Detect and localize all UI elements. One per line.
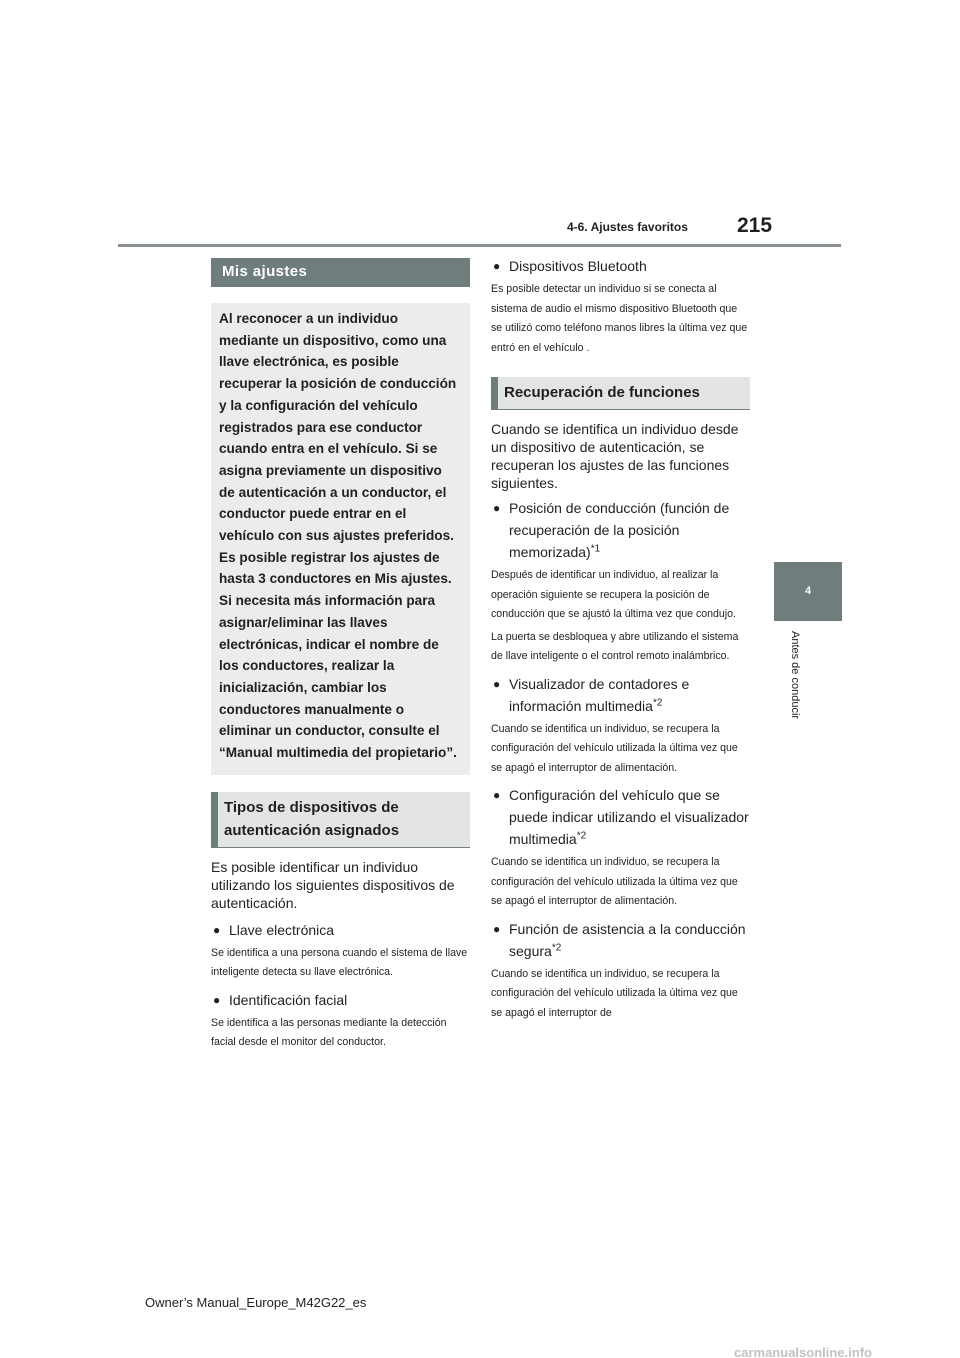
bullet-description: Es posible detectar un individuo si se conecta al sistema de audio el mismo dispositivo Bluetooth que se utilizó como teléfono manos libres la última vez que entró en el vehículo . <box>491 283 748 354</box>
heading-accent-bar <box>491 377 498 409</box>
bullet-title: Llave electrónica <box>229 921 335 938</box>
bullet-item <box>491 497 750 563</box>
section-title: 4-6. Ajustes favoritos <box>567 220 688 234</box>
bullet-description: Cuando se identifica un individuo, se recupera la configuración del vehículo utilizada la última vez que se apagó el interruptor de alimentación. <box>491 856 738 907</box>
chapter-title: Antes de conducir <box>789 631 801 720</box>
bullet-icon: ● <box>493 676 501 691</box>
heading-accent-bar <box>211 792 218 847</box>
page-number: 215 <box>737 214 773 237</box>
footnote-marker: *2 <box>551 941 562 953</box>
body-paragraph: Cuando se identifica un individuo desde un dispositivo de autenticación, se recuperan los ajustes de las funciones siguientes. <box>491 421 739 491</box>
bullet-description: Se identifica a una persona cuando el sistema de llave inteligente detecta su llave electrónica. <box>211 946 468 979</box>
bullet-description: La puerta se desbloquea y abre utilizando el sistema de llave inteligente o el control remoto inalámbrico. <box>491 630 739 662</box>
bullet-icon: ● <box>493 501 501 515</box>
bullet-item <box>491 255 750 277</box>
body-paragraph: Es posible identificar un individuo utilizando los siguientes dispositivos de autenticación. <box>211 858 455 911</box>
header-divider <box>118 244 841 247</box>
section-heading: Mis ajustes <box>211 258 470 287</box>
subsection-heading <box>491 377 750 410</box>
bullet-icon: ● <box>493 788 501 802</box>
bullet-item <box>491 784 750 850</box>
footnote-marker: *2 <box>576 830 587 842</box>
chapter-tab: 4 <box>774 562 842 621</box>
bullet-description: Cuando se identifica un individuo, se recupera la configuración del vehículo utilizada la última vez que se apagó el interruptor de alimentación. <box>491 722 738 774</box>
bullet-title: Dispositivos Bluetooth <box>509 258 647 274</box>
footnote-marker: *2 <box>652 696 663 708</box>
bullet-title: Visualizador de contadores e información multimedia <box>509 675 690 714</box>
bullet-icon: ● <box>493 259 501 273</box>
bullet-title: Posición de conducción (función de recuperación de la posición memorizada) <box>509 500 730 560</box>
bullet-item <box>211 919 470 941</box>
bullet-title: Función de asistencia a la conducción segura <box>509 920 746 959</box>
bullet-title: Configuración del vehículo que se puede indicar utilizando el visualizador multimedia <box>509 787 749 847</box>
bullet-description: Cuando se identifica un individuo, se recupera la configuración del vehículo utilizada la última vez que se apagó el interruptor de <box>491 967 738 1019</box>
bullet-icon: ● <box>213 992 221 1007</box>
bullet-description: Después de identificar un individuo, al realizar la operación siguiente se recupera la posición de conducción que se ajustó la última vez que condujo. <box>491 569 736 620</box>
bullet-item <box>211 989 470 1011</box>
left-column <box>211 258 470 1053</box>
footnote-marker: *1 <box>590 543 601 555</box>
bullet-title: Identificación facial <box>229 991 348 1008</box>
bullet-icon: ● <box>213 922 221 937</box>
subsection-heading-text: Tipos de dispositivos de autenticación asignados <box>224 798 400 839</box>
right-column <box>491 255 750 1023</box>
subsection-heading-text: Recuperación de funciones <box>504 384 700 401</box>
manual-id: Owner’s Manual_Europe_M42G22_es <box>145 1295 367 1310</box>
bullet-icon: ● <box>493 921 501 936</box>
intro-box: Al reconocer a un individuo mediante un dispositivo, como una llave electrónica, es posible recuperar la posición de conducción y la configuración del vehículo registrados para ese conductor cuando entra en el vehículo. Si se asigna previamente un dispositivo de autenticación a un conductor, el conductor puede entrar en el vehículo con sus ajustes preferidos. Es posible registrar los ajustes de hasta 3 conductores en Mis ajustes. Si necesita más información para asignar/eliminar las llaves electrónicas, indicar el nombre de los conductores, realizar la inicialización, cambiar los conductores manualmente o eliminar un conductor, consulte el “Manual multimedia del propietario”. <box>211 303 470 775</box>
bullet-description: Se identifica a las personas mediante la detección facial desde el monitor del conductor. <box>211 1016 447 1049</box>
subsection-heading <box>211 792 470 848</box>
bullet-item <box>491 918 750 962</box>
watermark: carmanualsonline.info <box>734 1345 872 1358</box>
bullet-item <box>491 673 750 717</box>
